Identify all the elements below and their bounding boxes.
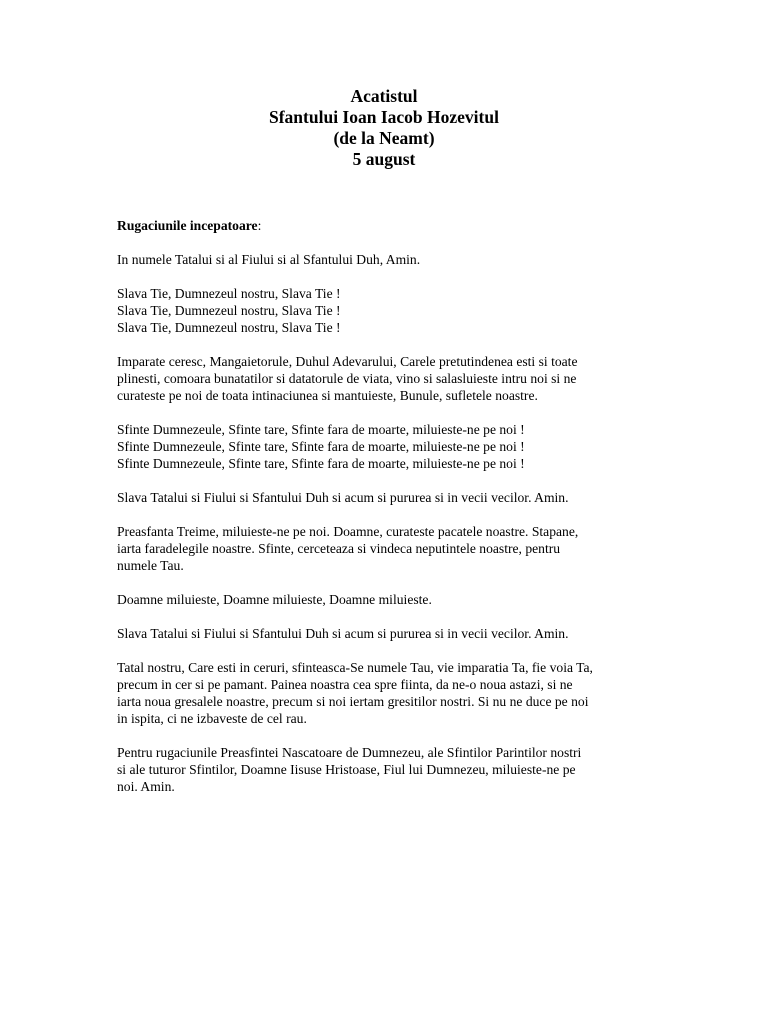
title-line-2: Sfantului Ioan Iacob Hozevitul xyxy=(269,107,499,127)
paragraph xyxy=(117,421,677,472)
paragraph-line: precum in cer si pe pamant. Painea noastra cea spre fiinta, da ne-o noua astazi, si ne xyxy=(117,677,573,692)
paragraph xyxy=(117,625,677,642)
paragraph-line: Sfinte Dumnezeule, Sfinte tare, Sfinte fara de moarte, miluieste-ne pe noi ! xyxy=(117,422,525,437)
paragraph-line: Slava Tatalui si Fiului si Sfantului Duh si acum si pururea si in vecii vecilor. Amin. xyxy=(117,490,569,505)
paragraph xyxy=(117,489,677,506)
paragraph-line: Slava Tie, Dumnezeul nostru, Slava Tie ! xyxy=(117,286,341,301)
paragraph-line: curateste pe noi de toata intinaciunea si mantuieste, Bunule, sufletele noastre. xyxy=(117,388,538,403)
paragraph-line: si ale tuturor Sfintilor, Doamne Iisuse Hristoase, Fiul lui Dumnezeu, miluieste-ne pe xyxy=(117,762,576,777)
paragraph-line: Preasfanta Treime, miluieste-ne pe noi. Doamne, curateste pacatele noastre. Stapane, xyxy=(117,524,579,539)
section-heading-colon: : xyxy=(257,218,262,233)
paragraph xyxy=(117,285,677,336)
paragraph-line: Tatal nostru, Care esti in ceruri, sfinteasca-Se numele Tau, vie imparatia Ta, fie voia Ta, xyxy=(117,660,593,675)
paragraph-line: in ispita, ci ne izbaveste de cel rau. xyxy=(117,711,307,726)
section-heading-text: Rugaciunile incepatoare xyxy=(117,218,258,233)
paragraph-line: Slava Tie, Dumnezeul nostru, Slava Tie ! xyxy=(117,320,341,335)
paragraph-line: Sfinte Dumnezeule, Sfinte tare, Sfinte fara de moarte, miluieste-ne pe noi ! xyxy=(117,456,525,471)
paragraph-line: plinesti, comoara bunatatilor si datatorule de viata, vino si salasluieste intru noi si ne xyxy=(117,371,577,386)
paragraph-line: iarta noua gresalele noastre, precum si noi iertam gresitilor nostri. Si nu ne duce pe noi xyxy=(117,694,589,709)
document-body xyxy=(117,217,677,812)
paragraph-line: noi. Amin. xyxy=(117,779,175,794)
paragraph xyxy=(117,591,677,608)
paragraph-line: Slava Tie, Dumnezeul nostru, Slava Tie ! xyxy=(117,303,341,318)
title-line-3: (de la Neamt) xyxy=(333,128,435,148)
paragraph-line: Doamne miluieste, Doamne miluieste, Doamne miluieste. xyxy=(117,592,432,607)
title-line-1: Acatistul xyxy=(350,86,418,106)
section-heading xyxy=(117,217,677,234)
paragraph-line: iarta faradelegile noastre. Sfinte, cerceteaza si vindeca neputintele noastre, pentru xyxy=(117,541,561,556)
paragraph-line: Pentru rugaciunile Preasfintei Nascatoare de Dumnezeu, ale Sfintilor Parintilor nostri xyxy=(117,745,582,760)
document-title xyxy=(0,86,768,170)
paragraph xyxy=(117,353,677,404)
paragraph xyxy=(117,523,677,574)
paragraph-line: In numele Tatalui si al Fiului si al Sfantului Duh, Amin. xyxy=(117,252,421,267)
paragraph-line: numele Tau. xyxy=(117,558,184,573)
paragraph xyxy=(117,744,677,795)
title-line-4: 5 august xyxy=(352,149,416,169)
paragraph-line: Imparate ceresc, Mangaietorule, Duhul Adevarului, Carele pretutindenea esti si toate xyxy=(117,354,578,369)
paragraph-line: Slava Tatalui si Fiului si Sfantului Duh si acum si pururea si in vecii vecilor. Amin. xyxy=(117,626,569,641)
paragraph-line: Sfinte Dumnezeule, Sfinte tare, Sfinte fara de moarte, miluieste-ne pe noi ! xyxy=(117,439,525,454)
paragraph xyxy=(117,251,677,268)
paragraph xyxy=(117,659,677,727)
